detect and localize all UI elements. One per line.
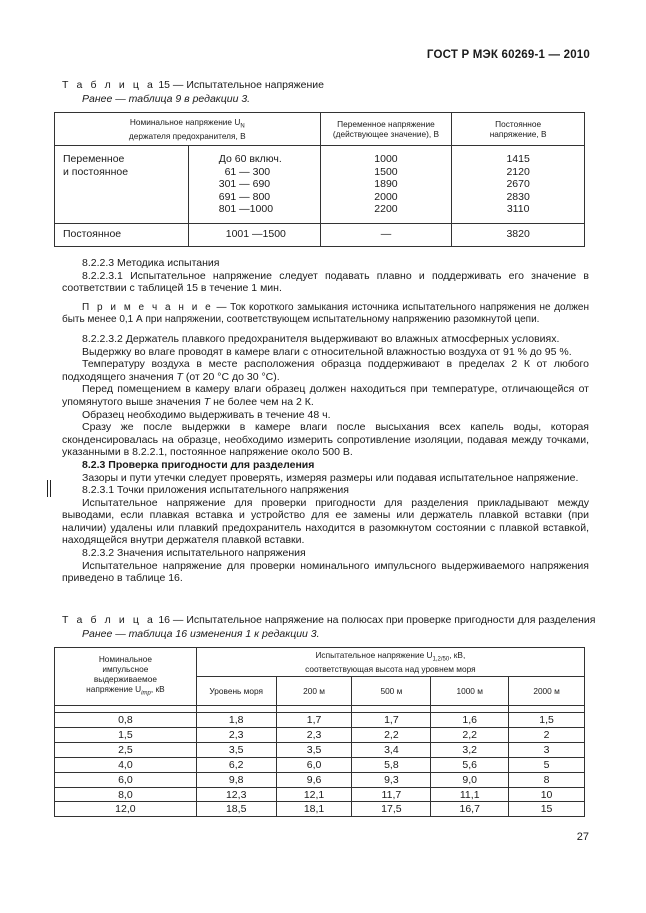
table-cell: 2,3 [276, 727, 352, 742]
header-ac-voltage: Переменное напряжение (действующее значение), В [320, 113, 452, 146]
table-cell: 5,6 [431, 757, 509, 772]
row-range-cell: До 60 включ. 61 — 300 301 — 690 691 — 800 801 —1000 [188, 146, 320, 224]
table-cell: 9,0 [431, 772, 509, 787]
table-cell: 17,5 [352, 802, 431, 817]
header-rated-voltage: Номинальное напряжение $U_N$ держателя предохранителя, В [55, 113, 321, 146]
paragraph: Испытательное напряжение для проверки пригодности для разделения прикладывают между выводами, если плавкая вставка и устройство для ее замены или держатель плавкой вставки (при наличии) удалены или плавкий предохранитель находится в разомкнутом состоянии с плавкой вставкой, находящейся внутри держателя плавкой вставки. [62, 496, 589, 547]
row-type-cell: Переменное и постоянное [55, 146, 189, 224]
table-row [55, 772, 585, 787]
row-range-cell: 1001 —1500 [188, 224, 320, 247]
row-type-cell: Постоянное [55, 224, 189, 247]
header-altitude: 1000 м [431, 677, 509, 706]
table-cell: 1,6 [431, 713, 509, 728]
table-cell: 12,1 [276, 787, 352, 802]
table-row [55, 742, 585, 757]
header-rated-impulse-voltage: Номинальное импульсное выдерживаемое напряжение $U_{imp}$, кВ [55, 648, 197, 706]
table-cell: 9,8 [196, 772, 276, 787]
table-row [55, 146, 585, 224]
table-cell: 0,8 [55, 713, 197, 728]
paragraph: Выдержку во влаге проводят в камере влаги с относительной влажностью воздуха от 91 % до 95 %. [82, 345, 572, 358]
table-cell: 6,2 [196, 757, 276, 772]
table-header-row [55, 648, 585, 677]
paragraph: Образец необходимо выдерживать в течение 48 ч. [82, 408, 331, 421]
table-header-row [55, 113, 585, 146]
table-16-subcaption: Ранее — таблица 16 изменения 1 к редакции 3. [82, 628, 320, 640]
header-altitude: Уровень моря [196, 677, 276, 706]
table-row [55, 757, 585, 772]
document-code: ГОСТ Р МЭК 60269-1 — 2010 [426, 49, 590, 61]
table-cell: 12,3 [196, 787, 276, 802]
table-cell: 3,5 [196, 742, 276, 757]
table-cell: 10 [509, 787, 585, 802]
table-cell: 4,0 [55, 757, 197, 772]
table-cell: 9,6 [276, 772, 352, 787]
table-cell: 11,1 [431, 787, 509, 802]
table-cell: 3,4 [352, 742, 431, 757]
paragraph: 8.2.3.1 Точки приложения испытательного напряжения [82, 484, 349, 497]
table-cell: 9,3 [352, 772, 431, 787]
paragraph: Испытательное напряжение для проверки номинального импульсного выдерживаемого напряжения приведено в таблице 16. [62, 559, 589, 585]
paragraph: 8.2.2.3.1 Испытательное напряжение следует подавать плавно и поддерживать его значение в соответствии с таблицей 15 в течение 1 мин. [62, 269, 589, 295]
table-row [55, 802, 585, 817]
table-16 [54, 647, 585, 817]
table-cell: 12,0 [55, 802, 197, 817]
table-cell: 3,2 [431, 742, 509, 757]
row-ac-cell: — [320, 224, 452, 247]
row-ac-cell: 1000 1500 1890 2000 2200 [320, 146, 452, 224]
header-altitude: 500 м [352, 677, 431, 706]
caption-label: Т а б л и ц а [62, 614, 156, 626]
table-row [55, 713, 585, 728]
table-cell: 8 [509, 772, 585, 787]
table-cell: 2,3 [196, 727, 276, 742]
table-cell: 6,0 [55, 772, 197, 787]
table-cell: 2,5 [55, 742, 197, 757]
table-cell: 3,5 [276, 742, 352, 757]
table-row [55, 224, 585, 247]
table-cell: 18,5 [196, 802, 276, 817]
table-15 [54, 112, 585, 247]
note-text: — Ток короткого замыкания источника испытательного напряжения не должен быть менее 0,1 А при напряжении, соответствующем испытательному напряжению разомкнутой цепи. [62, 301, 590, 326]
table-row [55, 727, 585, 742]
table-cell: 5,8 [352, 757, 431, 772]
table-row [55, 787, 585, 802]
page-number: 27 [576, 831, 589, 843]
paragraph: Перед помещением в камеру влаги образец должен находиться при температуре, отличающейся от упомянутого выше значения T не более чем на 2 К. [62, 383, 589, 408]
caption-text: 16 — Испытательное напряжение на полюсах при проверке пригодности для разделения [155, 614, 596, 626]
caption-label: Т а б л и ц а [62, 79, 156, 91]
table-cell: 2 [509, 727, 585, 742]
table-cell: 1,8 [196, 713, 276, 728]
table-16-caption [62, 614, 595, 626]
table-cell: 1,5 [509, 713, 585, 728]
table-cell: 1,7 [352, 713, 431, 728]
table-cell: 6,0 [276, 757, 352, 772]
header-dc-voltage: Постоянное напряжение, В [452, 113, 585, 146]
table-cell: 15 [509, 802, 585, 817]
table-cell: 16,7 [431, 802, 509, 817]
paragraph: Сразу же после выдержки в камере влаги после высыхания всех капель воды, которая сконденсировалась на образце, необходимо измерить сопротивление изоляции, подавая между точками, указанными в 8.2.2.1, постоянное напряжение около 500 В. [62, 421, 589, 459]
body-text [62, 257, 589, 585]
header-test-voltage-group: Испытательное напряжение $U_{1,2/50}$, кВ, соответствующая высота над уровнем моря [196, 648, 584, 677]
paragraph: Зазоры и пути утечки следует проверять, измеряя размеры или подавая испытательное напряжение. [82, 471, 579, 484]
paragraph: Температуру воздуха в месте расположения образца поддерживают в пределах 2 К от любого подходящего значения T (от 20 °С до 30 °С). [62, 358, 589, 383]
table-15-caption [62, 79, 324, 91]
table-cell: 1,5 [55, 727, 197, 742]
table-cell: 11,7 [352, 787, 431, 802]
header-altitude: 2000 м [509, 677, 585, 706]
section-heading: 8.2.3 Проверка пригодности для разделения [82, 458, 315, 471]
table-spacer-row [55, 706, 585, 713]
note [62, 302, 589, 327]
table-cell: 5 [509, 757, 585, 772]
paragraph: 8.2.2.3.2 Держатель плавкого предохранителя выдерживают во влажных атмосферных условиях. [82, 332, 560, 345]
row-dc-cell: 1415 2120 2670 2830 3110 [452, 146, 585, 224]
table-cell: 2,2 [352, 727, 431, 742]
table-cell: 18,1 [276, 802, 352, 817]
table-cell: 3 [509, 742, 585, 757]
paragraph: 8.2.2.3 Методика испытания [82, 257, 220, 269]
header-altitude: 200 м [276, 677, 352, 706]
row-dc-cell: 3820 [452, 224, 585, 247]
table-cell: 1,7 [276, 713, 352, 728]
table-cell: 8,0 [55, 787, 197, 802]
caption-text: 15 — Испытательное напряжение [155, 79, 324, 91]
table-15-subcaption: Ранее — таблица 9 в редакции 3. [82, 93, 251, 105]
table-cell: 2,2 [431, 727, 509, 742]
note-label: П р и м е ч а н и е [82, 301, 213, 313]
change-bar [47, 480, 51, 497]
paragraph: 8.2.3.2 Значения испытательного напряжения [82, 547, 306, 560]
